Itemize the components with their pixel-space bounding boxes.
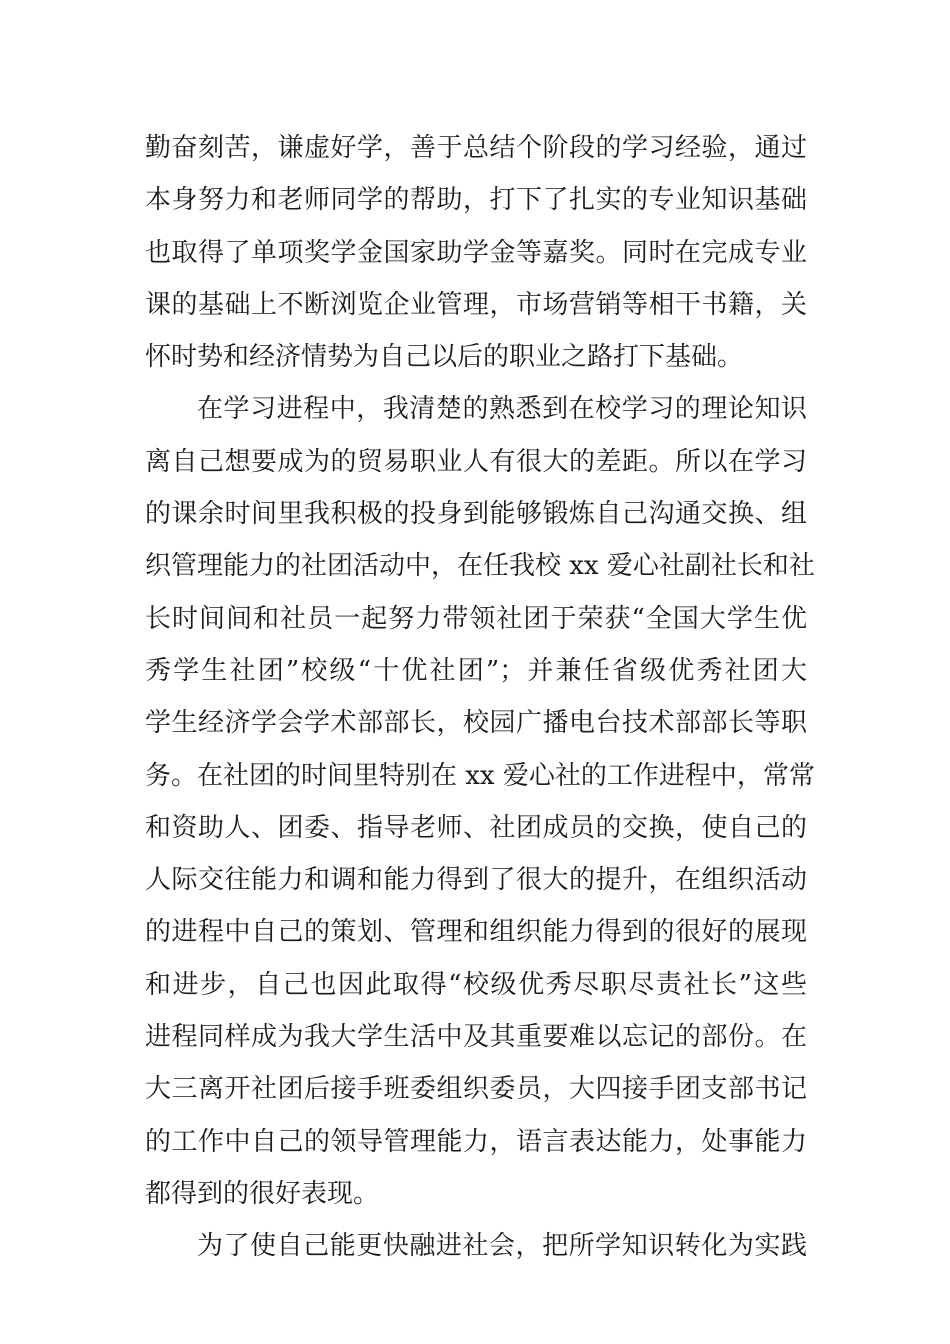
text-line: 怀时势和经济情势为自己以后的职业之路打下基础。 [145, 342, 744, 373]
paragraph-first-line: 在学习进程中，我清楚的熟悉到在校学习的理论知识 [197, 394, 807, 425]
text-line: 长时间间和社员一起努力带领社团于荣获“全国大学生优 [145, 603, 807, 634]
text-line: 离自己想要成为的贸易职业人有很大的差距。所以在学习 [145, 446, 807, 477]
text-line: 的课余时间里我积极的投身到能够锻炼自己沟通交换、组 [145, 499, 807, 530]
text-line: 的工作中自己的领导管理能力，语言表达能力，处事能力 [145, 1126, 807, 1157]
text-line: 进程同样成为我大学生活中及其重要难以忘记的部份。在 [145, 1022, 807, 1053]
text-line: 也取得了单项奖学金国家助学金等嘉奖。同时在完成专业 [145, 237, 807, 268]
text-line: 都得到的很好表现。 [145, 1178, 380, 1209]
text-line: 的进程中自己的策划、管理和组织能力得到的很好的展现 [145, 917, 807, 948]
text-line: 学生经济学会学术部部长，校园广播电台技术部部长等职 [145, 708, 807, 739]
text-line: 秀学生社团”校级“十优社团”；并兼任省级优秀社团大 [145, 655, 807, 686]
text-line: 和进步，自己也因此取得“校级优秀尽职尽责社长”这些 [145, 969, 807, 1000]
text-line: 大三离开社团后接手班委组织委员，大四接手团支部书记 [145, 1074, 807, 1105]
text-line: 本身努力和老师同学的帮助，打下了扎实的专业知识基础 [145, 185, 807, 216]
text-line: 务。在社团的时间里特别在 xx 爱心社的工作进程中，常常 [145, 760, 815, 791]
text-line: 人际交往能力和调和能力得到了很大的提升，在组织活动 [145, 865, 807, 896]
text-line: 织管理能力的社团活动中，在任我校 xx 爱心社副社长和社 [145, 551, 815, 582]
paragraph-first-line: 为了使自己能更快融进社会，把所学知识转化为实践 [197, 1231, 807, 1262]
text-line: 课的基础上不断浏览企业管理，市场营销等相干书籍，关 [145, 289, 807, 320]
text-line: 和资助人、团委、指导老师、社团成员的交换，使自己的 [145, 812, 807, 843]
text-line: 勤奋刻苦，谦虚好学，善于总结个阶段的学习经验，通过 [145, 133, 807, 163]
body-text [145, 122, 815, 1273]
